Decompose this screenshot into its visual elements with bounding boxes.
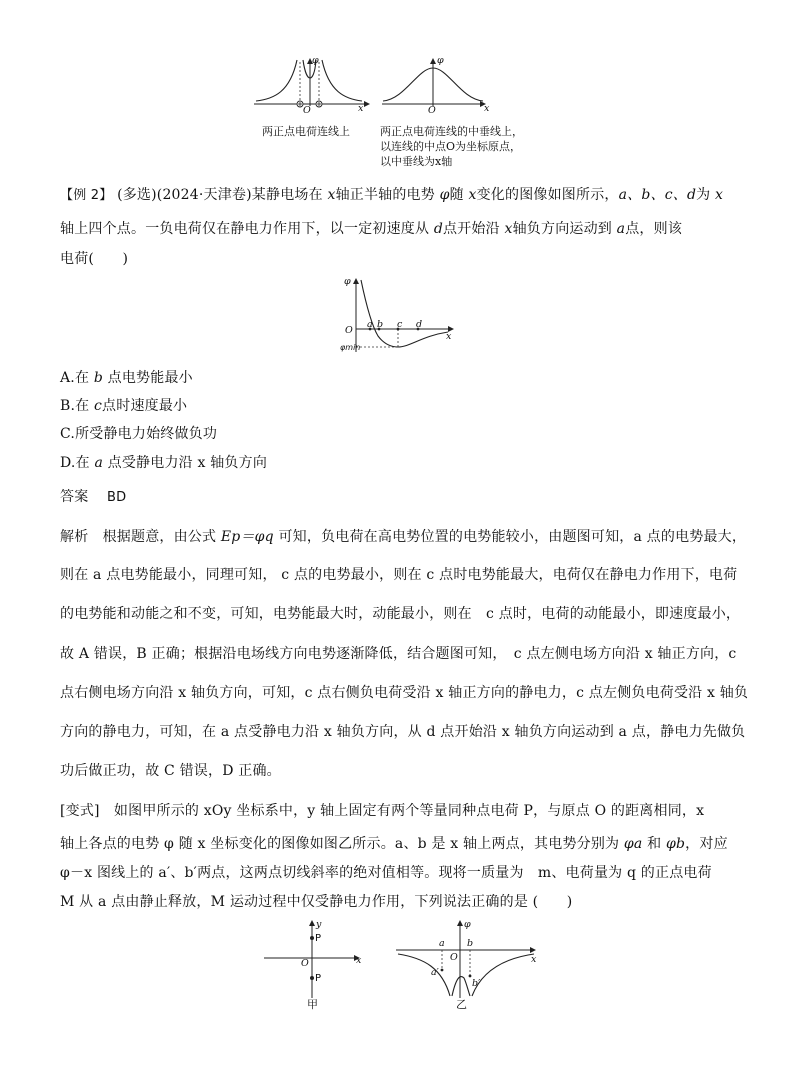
variant-line-1: [变式] 如图甲所示的 xOy 坐标系中，y 轴上固定有两个等量同种点电荷 P，与原点 O 的距离相同，x <box>60 803 705 819</box>
variant-phi-b: φb <box>666 836 686 852</box>
yi-phi-label: φ <box>464 919 471 930</box>
right-graph-x-label: x <box>484 103 490 114</box>
jia-p-top: P <box>315 933 322 944</box>
example-graph-x: x <box>446 331 452 342</box>
example-graph-a: a <box>367 319 373 330</box>
example-graph-origin: O <box>345 325 353 336</box>
jia-y-label: y <box>316 919 322 930</box>
figure-yi-graph <box>394 918 540 1002</box>
option-c: C.所受静电力始终做负功 <box>60 426 218 442</box>
left-graph-x-label: x <box>358 103 364 114</box>
variant-line-2: 轴上各点的电势 φ 随 x 坐标变化的图像如图乙所示。a、b 是 x 轴上两点，其电势分别为 φa 和 φb，对应 <box>60 836 728 852</box>
example-line-2: 轴上四个点。一负电荷仅在静电力作用下，以一定初速度从 d点开始沿 x轴负方向运动到 a点，则该 <box>60 221 683 237</box>
right-graph-phi-label: φ <box>437 55 444 66</box>
right-graph-caption-1: 两正点电荷连线的中垂线上， <box>380 125 523 138</box>
right-graph-origin: O <box>428 105 436 116</box>
option-d: D.在 a 点受静电力沿 x 轴负方向 <box>60 455 268 471</box>
analysis-line-4: 故 A 错误，B 正确；根据沿电场线方向电势逐渐降低，结合题图可知， c 点左侧电场方向沿 x 轴正方向，c <box>60 646 737 662</box>
analysis-line-6: 方向的静电力，可知，在 a 点受静电力沿 x 轴负方向，从 d 点开始沿 x 轴负方向运动到 a 点，静电力先做负 <box>60 724 746 740</box>
yi-a-prime-label: a′ <box>431 967 439 978</box>
analysis-line-5: 点右侧电场方向沿 x 轴负方向，可知，c 点右侧负电荷受沿 x 轴正方向的静电力，c 点左侧负电荷受沿 x 轴负 <box>60 685 749 701</box>
analysis-line-3: 的电势能和动能之和不变，可知，电势能最大时，动能最小，则在 c 点时，电荷的动能最小，即速度最小， <box>60 606 741 622</box>
yi-x-label: x <box>531 954 537 965</box>
analysis-line-2: 则在 a 点电势能最小，同理可知， c 点的电势最小，则在 c 点时电势能最大，电荷仅在静电力作用下，电荷 <box>60 567 738 583</box>
yi-a-label: a <box>439 938 445 949</box>
analysis-line-7: 功后做正功，故 C 错误，D 正确。 <box>60 763 281 779</box>
left-graph-origin: O <box>303 105 311 116</box>
example-graph-b: b <box>377 319 384 330</box>
example-graph-phi: φ <box>344 276 351 287</box>
answer-value: BD <box>107 490 127 505</box>
jia-p-bottom: P <box>315 973 322 984</box>
example-graph-d: d <box>416 319 423 330</box>
right-graph-caption-3: 以中垂线为x轴 <box>380 155 453 168</box>
option-b: B.在 c点时速度最小 <box>60 398 188 414</box>
example-line-1: 【例 2】 (多选)(2024·天津卷)某静电场在 x轴正半轴的电势 φ随 x变化的图像如图所示，a、b、c、d为 x <box>60 187 724 203</box>
variant-phi-a: φa <box>623 836 643 852</box>
left-graph-caption: 两正点电荷连线上 <box>262 125 350 138</box>
example-graph-c: c <box>397 319 403 330</box>
figure-jia-axes <box>262 918 366 1002</box>
left-graph-phi-label: φ <box>312 55 319 66</box>
jia-x-label: x <box>356 955 362 966</box>
jia-caption: 甲 <box>307 998 318 1011</box>
yi-b-label: b <box>467 938 474 949</box>
analysis-formula: Ep＝φq <box>220 529 274 545</box>
yi-origin: O <box>450 952 458 963</box>
yi-b-prime-label: b′ <box>472 978 481 989</box>
jia-origin: O <box>301 958 309 969</box>
analysis-line-1: 解析 根据题意，由公式 Ep＝φq 可知，负电荷在高电势位置的电势能较小，由题图可知，a 点的电势最大， <box>60 529 747 545</box>
answer <box>60 486 126 506</box>
variant-line-4: M 从 a 点由静止释放，M 运动过程中仅受静电力作用，下列说法正确的是 ( ) <box>60 894 573 910</box>
example-line-3: 电荷( ) <box>60 251 129 267</box>
right-graph-caption-2: 以连线的中点O为坐标原点， <box>380 140 522 153</box>
answer-label: 答案 <box>60 489 89 505</box>
variant-line-3: φ－x 图线上的 a′、b′两点，这两点切线斜率的绝对值相等。现将一质量为 m、电荷量为 q 的正点电荷 <box>60 865 712 881</box>
example-tag: 【例 2】 <box>60 188 113 203</box>
example-graph-phi-min: φmin <box>340 343 361 352</box>
option-a: A.在 b 点电势能最小 <box>60 370 193 386</box>
yi-caption: 乙 <box>456 998 467 1011</box>
